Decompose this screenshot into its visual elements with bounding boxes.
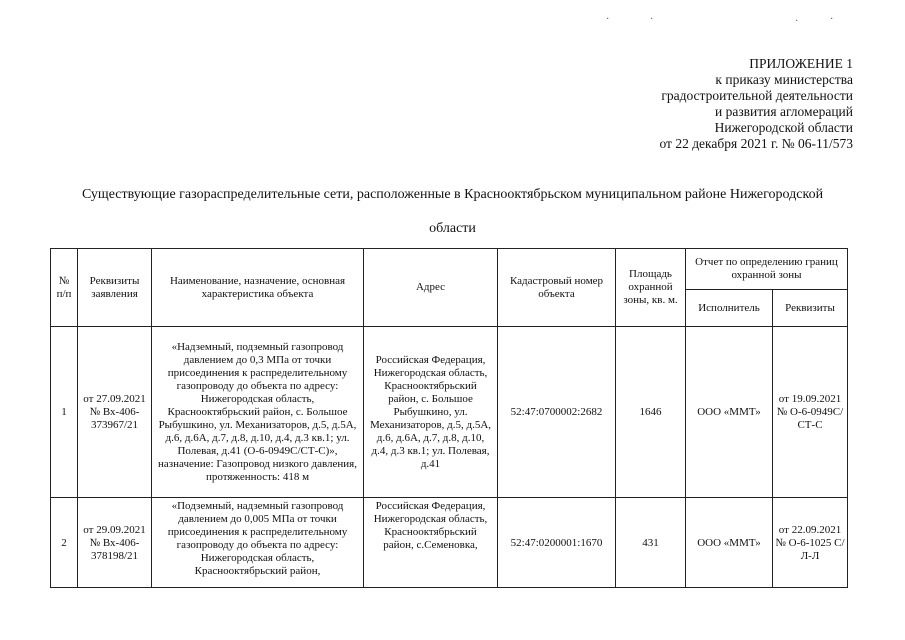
cell-executor: ООО «ММТ» bbox=[686, 498, 773, 588]
cell-report-details: от 19.09.2021 № О-6-0949С/СТ-С bbox=[773, 327, 848, 498]
page-cutoff bbox=[0, 594, 905, 640]
appendix-line: и развития агломераций bbox=[714, 104, 853, 119]
document-title-line-2: области bbox=[429, 221, 476, 236]
cell-cadastral-number: 52:47:0200001:1670 bbox=[498, 498, 616, 588]
cell-address: Российская Федерация, Нижегородская область, Краснооктябрьский район, с. Большое Рыбушкино, ул. Механизаторов, д.5, д.5А, д.6, д.6А, д.7, д.8, д.10, д.4, д.3 кв.1; ул. Полевая, д.41 bbox=[364, 327, 498, 498]
header-executor: Исполнитель bbox=[686, 290, 773, 327]
gas-network-table bbox=[50, 248, 848, 588]
scan-speck: · bbox=[795, 16, 799, 27]
header-application-details: Реквизиты заявления bbox=[78, 249, 152, 327]
cell-executor: ООО «ММТ» bbox=[686, 327, 773, 498]
document-title bbox=[30, 186, 875, 238]
cell-report-details: от 22.09.2021 № О-6-1025 С/Л-Л bbox=[773, 498, 848, 588]
cell-zone-area: 431 bbox=[616, 498, 686, 588]
header-num: № п/п bbox=[51, 249, 78, 327]
cell-application-details: от 27.09.2021 № Вх-406-373967/21 bbox=[78, 327, 152, 498]
table-row bbox=[51, 498, 848, 588]
cell-zone-area: 1646 bbox=[616, 327, 686, 498]
appendix-line: градостроительной деятельности bbox=[661, 88, 853, 103]
cell-object-name: «Надземный, подземный газопровод давлением до 0,3 МПа от точки присоединения к распределительному газопроводу до объекта по адресу: Нижегородская область, Краснооктябрьский район, с. Большое Рыбушкино, ул. Механизаторов, д.5, д.5А, д.6, д.6А, д.7, д.8, д.10, д.4, д.3 кв.1; ул. Полевая, д.41 (О-6-0949С/СТ-С)», назначение: Газопровод низкого давления, протяженность: 418 м bbox=[152, 327, 364, 498]
cell-object-name: «Подземный, надземный газопровод давлением до 0,005 МПа от точки присоединения к распределительному газопроводу до объекта по адресу: Нижегородская область, Краснооктябрьский район, bbox=[152, 498, 364, 588]
appendix-date: от 22 декабря 2021 г. № 06-11/573 bbox=[659, 136, 853, 151]
cell-cadastral-number: 52:47:0700002:2682 bbox=[498, 327, 616, 498]
scan-speck: · bbox=[830, 14, 834, 25]
scan-speck: · bbox=[650, 14, 654, 25]
appendix-line: Нижегородской области bbox=[714, 120, 853, 135]
header-address: Адрес bbox=[364, 249, 498, 327]
scan-speck: · bbox=[606, 14, 610, 25]
cell-num: 2 bbox=[51, 498, 78, 588]
document-title-line-1: Существующие газораспределительные сети, расположенные в Краснооктябрьском муниципальном районе Нижегородской bbox=[81, 187, 824, 202]
table-row bbox=[51, 327, 848, 498]
header-report-details: Реквизиты bbox=[773, 290, 848, 327]
cell-application-details: от 29.09.2021 № Вх-406-378198/21 bbox=[78, 498, 152, 588]
header-report: Отчет по определению границ охранной зоны bbox=[686, 249, 848, 290]
header-object-name: Наименование, назначение, основная характеристика объекта bbox=[152, 249, 364, 327]
header-zone-area: Площадь охранной зоны, кв. м. bbox=[616, 249, 686, 327]
appendix-title: ПРИЛОЖЕНИЕ 1 bbox=[749, 56, 853, 71]
cell-num: 1 bbox=[51, 327, 78, 498]
cell-address: Российская Федерация, Нижегородская область, Краснооктябрьский район, с.Семеновка, bbox=[364, 498, 498, 588]
appendix-header bbox=[659, 56, 853, 152]
header-cadastral-number: Кадастровый номер объекта bbox=[498, 249, 616, 327]
appendix-line: к приказу министерства bbox=[715, 72, 853, 87]
